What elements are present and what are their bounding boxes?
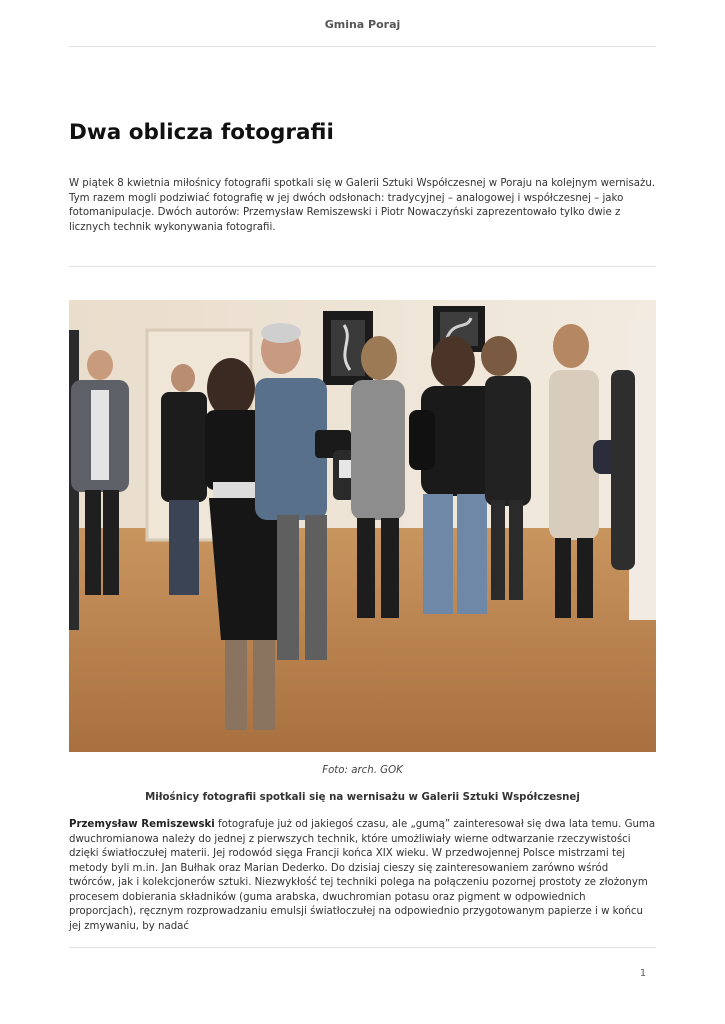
article-title: Dwa oblicza fotografii <box>69 120 334 145</box>
lead-divider <box>69 266 656 267</box>
author-name: Przemysław Remiszewski <box>69 819 215 830</box>
page-number: 1 <box>639 968 646 979</box>
photo-caption: Miłośnicy fotografii spotkali się na wernisażu w Galerii Sztuki Współczesnej <box>145 792 580 803</box>
article-body-text: fotografuje już od jakiegoś czasu, ale „gumą” zainteresował się dwa lata temu. Guma dwuchromianowa należy do jednej z pierwszych technik, które umożliwiały wierne odtwarzanie rzeczywistości dzięki światłoczułej materii. Jej rodowód sięga Francji końca XIX wieku. W przedwojennej Polsce mistrzami tej metody byli m.in. Jan Bułhak oraz Marian Dederko. Do dzisiaj cieszy się zainteresowaniem zarówno wśród twórców, jak i kolekcjonerów sztuki. Niezwykłość tej techniki polega na połączeniu pozornej prostoty ze złożonym procesem dobierania składników (guma arabska, dwuchromian potasu oraz pigment w odpowiednich proporcjach), ręcznym rozprowadzaniu emulsji światłoczułej na odpowiednio przygotowanym papierze i w końcu jej zmywaniu, by nadać <box>69 819 656 932</box>
photo-credit: Foto: arch. GOK <box>322 765 403 776</box>
site-name[interactable]: Gmina Poraj <box>324 18 401 31</box>
article-lead: W piątek 8 kwietnia miłośnicy fotografii spotkali się w Galerii Sztuki Współczesnej w Poraju na kolejnym wernisażu. Tym razem mogli podziwiać fotografię w jej dwóch odsłonach: tradycyjnej – analogowej i współczesnej – jako fotomanipulacje. Dwóch autorów: Przemysław Remiszewski i Piotr Nowaczyński zaprezentowało tylko dwie z licznych technik wykonywania fotografii. <box>69 178 656 233</box>
article-photo[interactable] <box>69 300 656 752</box>
article-body <box>69 818 656 934</box>
footer-divider <box>69 947 656 948</box>
header-divider <box>69 46 656 47</box>
